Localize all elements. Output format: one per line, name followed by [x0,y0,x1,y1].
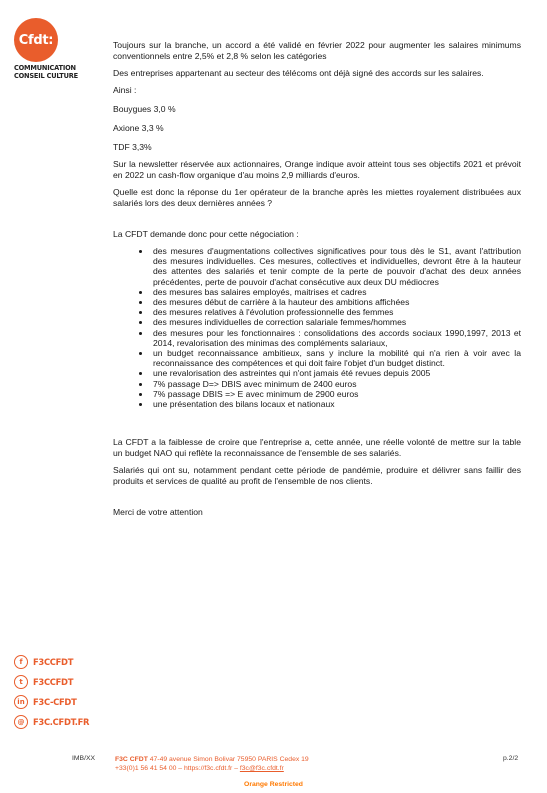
document-reference: IMB/XX [72,755,96,762]
list-item: • une revalorisation des astreintes qui n'ont jamais été revues depuis 2005 [151,368,521,378]
list-item: • des mesures pour les fonctionnaires : consolidations des accords sociaux 1990,1997, 2013 et 2014, revalorisation des minimas des compléments salariaux, [151,328,521,348]
paragraph: La CFDT demande donc pour cette négociation : [113,229,299,239]
footer-org: F3C CFDT [115,756,148,763]
paragraph: Quelle est donc la réponse du 1er opérateur de la branche après les miettes royalement distribuées aux salariés lors des deux dernières années ? [113,187,521,208]
paragraph: Bouygues 3,0 % [113,104,176,114]
list-item: • des mesures relatives à l'évolution professionnelle des femmes [151,307,521,317]
classification-label: Orange Restricted [244,781,303,788]
footer-address [115,755,309,773]
demands-list [113,246,521,409]
facebook-icon: f [14,655,28,669]
logo-subtitle-line1: COMMUNICATION [14,64,76,72]
email-link[interactable]: f3c@f3c.cfdt.fr [239,765,284,772]
social-link-linkedin[interactable] [14,692,89,712]
cfdt-logo: Cfdt: [14,18,58,62]
social-label: F3CCFDT [33,657,74,667]
web-icon: @ [14,715,28,729]
paragraph: Salariés qui ont su, notamment pendant cette période de pandémie, produire et délivrer sans faillir des produits et services de qualité au profit de l'ensemble de nos clients. [113,465,521,487]
linkedin-icon: in [14,695,28,709]
social-label: F3CCFDT [33,677,74,687]
twitter-icon: t [14,675,28,689]
social-links [14,652,89,732]
social-link-facebook[interactable] [14,652,89,672]
paragraph: Merci de votre attention [113,507,203,518]
footer-contact: +33(0)1 56 41 54 00 – https://f3c.cfdt.fr – [115,765,240,772]
paragraph: Toujours sur la branche, un accord a été validé en février 2022 pour augmenter les salaires minimums conventionnels entre 2,5% et 2,8 % selon les catégories [113,40,521,61]
footer-address-line: 47-49 avenue Simon Bolivar 75950 PARIS Cedex 19 [147,756,309,763]
list-item: • des mesures début de carrière à la hauteur des ambitions affichées [151,297,521,307]
list-item: • une présentation des bilans locaux et nationaux [151,399,521,409]
paragraph: Axione 3,3 % [113,123,164,133]
paragraph: Ainsi : [113,85,137,95]
list-item: • un budget reconnaissance ambitieux, sans y inclure la mobilité qui n'a rien à voir avec la reconnaissance des compétences et qui doit faire l'objet d'un budget distinct. [151,348,521,368]
social-link-website[interactable] [14,712,89,732]
list-item: • des mesures individuelles de correction salariale femmes/hommes [151,317,521,327]
paragraph: Sur la newsletter réservée aux actionnaires, Orange indique avoir atteint tous ses objectifs 2021 et prévoit en 2022 un cash-flow organique d'au moins 2,9 milliards d'euros. [113,159,521,180]
social-link-twitter[interactable] [14,672,89,692]
social-label: F3C.CFDT.FR [33,717,90,727]
document-body [113,40,521,518]
paragraph: La CFDT a la faiblesse de croire que l'entreprise a, cette année, une réelle volonté de mettre sur la table un budget NAO qui reflète la reconnaissance de l'ensemble de ses salariés. [113,437,521,459]
list-item: • des mesures bas salaires employés, maitrises et cadres [151,287,521,297]
social-label: F3C-CFDT [33,697,77,707]
list-item: • 7% passage D=> DBIS avec minimum de 2400 euros [151,379,521,389]
paragraph: Des entreprises appartenant au secteur des télécoms ont déjà signé des accords sur les salaires. [113,68,484,78]
logo-subtitle [14,64,94,80]
list-item: • des mesures d'augmentations collectives significatives pour tous dès le S1, avant l'attribution des mesures individuelles. Ces mesures, collectives et individuelles, devront être à la hauteur des attentes des salariés et tenir compte de la perte de pouvoir d'achat des deux années précédentes, perte de pouvoir d'achat consécutive aux deux DU médiocres [151,246,521,287]
page-number: p.2/2 [503,755,519,762]
logo-subtitle-line2: CONSEIL CULTURE [14,72,78,80]
paragraph: TDF 3,3% [113,142,152,152]
list-item: • 7% passage DBIS => E avec minimum de 2900 euros [151,389,521,399]
